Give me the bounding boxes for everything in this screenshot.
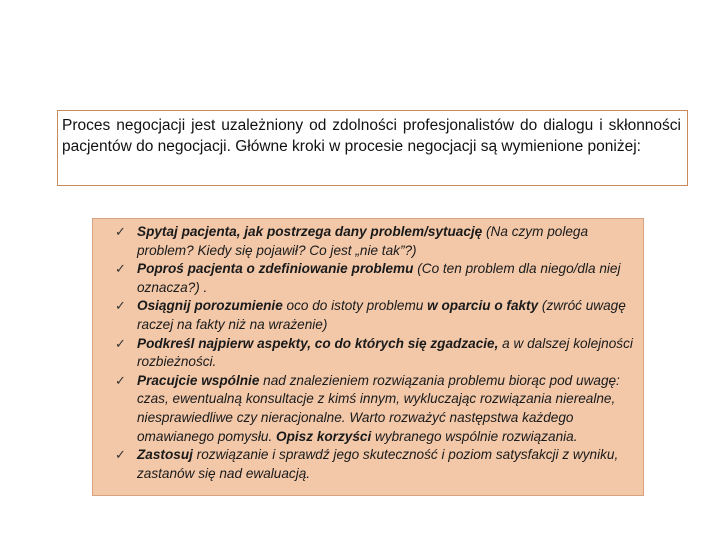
step-item bbox=[115, 372, 637, 446]
check-icon: ✓ bbox=[115, 447, 126, 463]
step-text: a w dalszej kolejności rozbieżności. bbox=[137, 335, 633, 370]
step-bold: w oparciu o fakty bbox=[427, 298, 539, 314]
step-item bbox=[115, 446, 637, 483]
step-item bbox=[115, 223, 637, 260]
check-icon: ✓ bbox=[115, 298, 126, 314]
steps-list bbox=[115, 223, 637, 483]
step-item bbox=[115, 297, 637, 334]
negotiation-steps-box bbox=[92, 218, 644, 496]
check-icon: ✓ bbox=[115, 261, 126, 277]
intro-text: Proces negocjacji jest uzależniony od zdolności profesjonalistów do dialogu i skłonności pacjentów do negocjacji. Główne kroki w procesie negocjacji są wymienione poniżej: bbox=[62, 117, 681, 155]
check-icon: ✓ bbox=[115, 335, 126, 351]
check-icon: ✓ bbox=[115, 372, 126, 388]
step-bold: Osiągnij porozumienie bbox=[137, 298, 283, 314]
step-bold: Opisz korzyści bbox=[276, 428, 372, 444]
step-item bbox=[115, 335, 637, 372]
step-text: oco do istoty problemu bbox=[282, 298, 428, 314]
step-bold: Spytaj pacjenta, jak postrzega dany problem/sytuację bbox=[137, 224, 483, 239]
step-text: wybranego wspólnie rozwiązania. bbox=[371, 428, 578, 444]
intro-box bbox=[57, 110, 688, 186]
check-icon: ✓ bbox=[115, 224, 126, 239]
step-text: (zwróć uwagę raczej na fakty niż na wrażenie) bbox=[137, 298, 626, 332]
step-bold: Pracujcie wspólnie bbox=[137, 372, 260, 388]
step-bold: Poproś pacjenta o zdefiniowanie problemu bbox=[137, 261, 414, 277]
step-item bbox=[115, 260, 637, 297]
step-bold: Podkreśl najpierw aspekty, co do których się zgadzacie, bbox=[137, 335, 499, 351]
step-text: (Co ten problem dla niego/dla niej oznacza?) . bbox=[137, 261, 621, 295]
step-text: rozwiązanie i sprawdź jego skuteczność i poziom satysfakcji z wyniku, zastanów się nad ewaluacją. bbox=[137, 447, 619, 481]
step-text: nad znalezieniem rozwiązania problemu biorąc pod uwagę: czas, ewentualną konsultacje z kimś innym, wykluczając rozwiązania nierealne, niesprawiedliwe czy nieracjonalne. Warto rozważyć następstwa każdego omawianego pomysłu. bbox=[137, 372, 620, 444]
step-bold: Zastosuj bbox=[137, 447, 193, 463]
step-text: (Na czym polega problem? Kiedy się pojawił? Co jest „nie tak”?) bbox=[137, 224, 589, 258]
